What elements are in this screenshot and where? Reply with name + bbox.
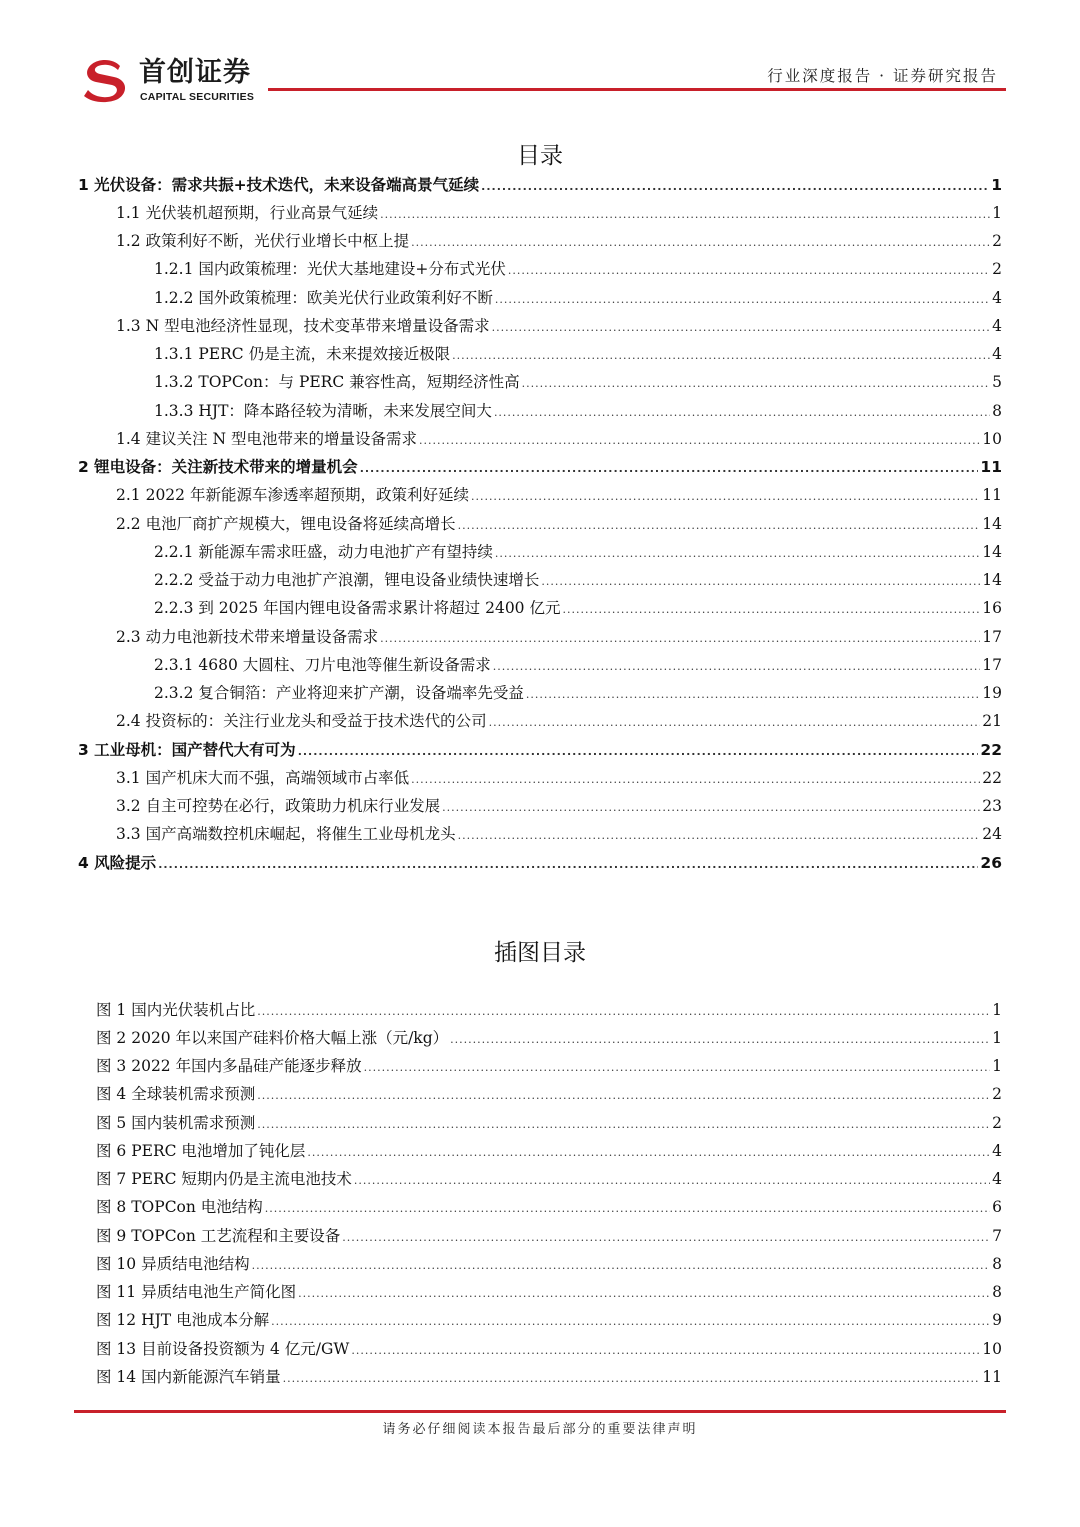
toc-entry-text: 2.2.2 受益于动力电池扩产浪潮，锂电设备业绩快速增长 xyxy=(154,571,540,589)
dot-leader xyxy=(271,1308,990,1336)
dot-leader xyxy=(265,1195,990,1223)
toc-entry[interactable] xyxy=(78,736,1002,764)
dot-leader xyxy=(442,794,980,822)
dot-leader xyxy=(257,998,990,1026)
toc-entry-page: 26 xyxy=(980,854,1002,872)
toc-entry[interactable] xyxy=(116,707,1002,735)
figure-entry-text: 图 12 HJT 电池成本分解 xyxy=(96,1311,270,1329)
toc-entry[interactable] xyxy=(116,623,1002,651)
dot-leader xyxy=(450,1026,990,1054)
figure-entry-page: 2 xyxy=(992,1114,1002,1132)
toc-entry-page: 11 xyxy=(982,486,1002,504)
figure-entry-page: 6 xyxy=(992,1198,1002,1216)
figure-entry-text: 图 11 异质结电池生产简化图 xyxy=(96,1283,297,1301)
dot-leader xyxy=(452,342,990,370)
figure-entry[interactable] xyxy=(96,1250,1002,1278)
figure-entry[interactable] xyxy=(96,1335,1002,1363)
dot-leader xyxy=(494,399,990,427)
toc-entry-page: 11 xyxy=(980,458,1002,476)
dot-leader xyxy=(489,709,981,737)
dot-leader xyxy=(360,455,979,483)
figure-list-title: 插图目录 xyxy=(494,940,586,966)
dot-leader xyxy=(380,201,990,229)
figure-entry-page: 7 xyxy=(992,1227,1002,1245)
toc-entry-page: 4 xyxy=(992,289,1002,307)
dot-leader xyxy=(298,1280,990,1308)
toc-entry-page: 17 xyxy=(982,628,1002,646)
toc-entry-text: 1.3.3 HJT：降本路径较为清晰，未来发展空间大 xyxy=(154,402,492,420)
toc-entry[interactable] xyxy=(78,453,1002,481)
toc-entry[interactable] xyxy=(154,255,1002,283)
capital-securities-logo-icon xyxy=(80,56,132,104)
toc-entry[interactable] xyxy=(154,340,1002,368)
toc-entry[interactable] xyxy=(116,227,1002,255)
toc-entry[interactable] xyxy=(116,764,1002,792)
legal-notice: 请务必仔细阅读本报告最后部分的重要法律声明 xyxy=(382,1422,698,1437)
figure-entry[interactable] xyxy=(96,1363,1002,1391)
toc-entry-page: 23 xyxy=(982,797,1002,815)
figure-entry-page: 1 xyxy=(992,1057,1002,1075)
dot-leader xyxy=(471,483,980,511)
toc-entry-page: 24 xyxy=(982,825,1002,843)
toc-entry-page: 16 xyxy=(982,599,1002,617)
toc-entry-page: 17 xyxy=(982,656,1002,674)
figure-entry-page: 8 xyxy=(992,1255,1002,1273)
toc-entry-page: 4 xyxy=(992,317,1002,335)
toc-entry-text: 2.3 动力电池新技术带来增量设备需求 xyxy=(116,628,379,646)
toc-entry-text: 1.2.2 国外政策梳理：欧美光伏行业政策利好不断 xyxy=(154,289,493,307)
toc-entry-page: 8 xyxy=(992,402,1002,420)
toc-entry[interactable] xyxy=(116,792,1002,820)
figure-entry-text: 图 3 2022 年国内多晶硅产能逐步释放 xyxy=(96,1057,362,1075)
figure-entry[interactable] xyxy=(96,1278,1002,1306)
dot-leader xyxy=(257,1111,990,1139)
logo-chinese-name: 首创证券 xyxy=(139,57,251,88)
dot-leader xyxy=(298,738,979,766)
toc-entry-text: 2.1 2022 年新能源车渗透率超预期，政策利好延续 xyxy=(116,486,469,504)
figure-entry-text: 图 4 全球装机需求预测 xyxy=(96,1085,256,1103)
toc-entry-text: 2.2.1 新能源车需求旺盛，动力电池扩产有望持续 xyxy=(154,543,493,561)
toc-entry-text: 1 光伏设备：需求共振+技术迭代，未来设备端高景气延续 xyxy=(78,176,480,194)
toc-entry-text: 1.2.1 国内政策梳理：光伏大基地建设+分布式光伏 xyxy=(154,260,506,278)
toc-entry-text: 1.3.1 PERC 仍是主流，未来提效接近极限 xyxy=(154,345,451,363)
toc-entry-text: 2.4 投资标的：关注行业龙头和受益于技术迭代的公司 xyxy=(116,712,487,730)
toc-entry-text: 2.2 电池厂商扩产规模大，锂电设备将延续高增长 xyxy=(116,515,456,533)
dot-leader xyxy=(380,625,980,653)
toc-entry[interactable] xyxy=(154,284,1002,312)
figure-entry-page: 4 xyxy=(992,1170,1002,1188)
figure-entry-text: 图 9 TOPCon 工艺流程和主要设备 xyxy=(96,1227,341,1245)
toc-entry[interactable] xyxy=(116,820,1002,848)
header-divider xyxy=(268,88,1006,91)
toc-entry-page: 5 xyxy=(992,373,1002,391)
dot-leader xyxy=(354,1167,990,1195)
toc-entry-text: 4 风险提示 xyxy=(78,854,157,872)
dot-leader xyxy=(307,1139,990,1167)
toc-entry[interactable] xyxy=(116,312,1002,340)
figure-entry[interactable] xyxy=(96,1109,1002,1137)
toc-entry-page: 1 xyxy=(991,176,1002,194)
toc-entry-text: 1.3 N 型电池经济性显现，技术变革带来增量设备需求 xyxy=(116,317,490,335)
figure-entry-text: 图 10 异质结电池结构 xyxy=(96,1255,250,1273)
toc-entry-page: 22 xyxy=(982,769,1002,787)
figure-entry[interactable] xyxy=(96,1165,1002,1193)
dot-leader xyxy=(342,1224,990,1252)
toc-entry[interactable] xyxy=(116,510,1002,538)
figure-entry[interactable] xyxy=(96,1222,1002,1250)
toc-entry[interactable] xyxy=(116,425,1002,453)
toc-entry[interactable] xyxy=(154,538,1002,566)
logo-english-name: CAPITAL SECURITIES xyxy=(140,91,255,103)
toc-entry-text: 1.3.2 TOPCon：与 PERC 兼容性高，短期经济性高 xyxy=(154,373,520,391)
dot-leader xyxy=(495,286,990,314)
footer-divider xyxy=(74,1410,1006,1413)
figure-entry-page: 2 xyxy=(992,1085,1002,1103)
dot-leader xyxy=(492,314,990,342)
figure-entry[interactable] xyxy=(96,1024,1002,1052)
toc-entry-page: 21 xyxy=(982,712,1002,730)
toc-entry-text: 3 工业母机：国产替代大有可为 xyxy=(78,741,296,759)
dot-leader xyxy=(158,851,978,879)
toc-entry[interactable] xyxy=(154,368,1002,396)
toc-entry-page: 14 xyxy=(982,515,1002,533)
toc-entry[interactable] xyxy=(154,594,1002,622)
dot-leader xyxy=(495,540,980,568)
toc-entry-text: 2.2.3 到 2025 年国内锂电设备需求累计将超过 2400 亿元 xyxy=(154,599,561,617)
figure-entry-text: 图 8 TOPCon 电池结构 xyxy=(96,1198,263,1216)
dot-leader xyxy=(252,1252,990,1280)
figure-entry-text: 图 14 国内新能源汽车销量 xyxy=(96,1368,281,1386)
figure-entry[interactable] xyxy=(96,1080,1002,1108)
figure-entry-page: 1 xyxy=(992,1029,1002,1047)
toc-entry-page: 19 xyxy=(982,684,1002,702)
toc-title: 目录 xyxy=(517,143,563,169)
toc-entry-text: 3.2 自主可控势在必行，政策助力机床行业发展 xyxy=(116,797,441,815)
toc-entry-page: 2 xyxy=(992,232,1002,250)
dot-leader xyxy=(458,822,981,850)
dot-leader xyxy=(522,370,990,398)
toc-entry-page: 4 xyxy=(992,345,1002,363)
toc-entry-text: 1.2 政策利好不断，光伏行业增长中枢上提 xyxy=(116,232,410,250)
dot-leader xyxy=(458,512,981,540)
toc-entry-text: 2.3.1 4680 大圆柱、刀片电池等催生新设备需求 xyxy=(154,656,491,674)
figure-entry-page: 9 xyxy=(992,1311,1002,1329)
dot-leader xyxy=(541,568,980,596)
toc-entry[interactable] xyxy=(116,481,1002,509)
figure-entry-text: 图 2 2020 年以来国产硅料价格大幅上涨（元/kg） xyxy=(96,1029,449,1047)
dot-leader xyxy=(257,1082,990,1110)
dot-leader xyxy=(364,1054,990,1082)
dot-leader xyxy=(562,596,980,624)
toc-entry-page: 14 xyxy=(982,543,1002,561)
figure-entry[interactable] xyxy=(96,1052,1002,1080)
toc-entry[interactable] xyxy=(154,679,1002,707)
figure-entry-page: 4 xyxy=(992,1142,1002,1160)
toc-entry[interactable] xyxy=(154,397,1002,425)
toc-entry-text: 3.3 国产高端数控机床崛起，将催生工业母机龙头 xyxy=(116,825,456,843)
figure-entry-page: 8 xyxy=(992,1283,1002,1301)
toc-entry-text: 2.3.2 复合铜箔：产业将迎来扩产潮，设备端率先受益 xyxy=(154,684,524,702)
dot-leader xyxy=(481,173,989,201)
dot-leader xyxy=(526,681,980,709)
figure-entry-text: 图 6 PERC 电池增加了钝化层 xyxy=(96,1142,306,1160)
figure-entry-page: 1 xyxy=(992,1001,1002,1019)
dot-leader xyxy=(351,1337,980,1365)
dot-leader xyxy=(419,427,980,455)
figure-entry[interactable] xyxy=(96,1193,1002,1221)
figure-entry-page: 11 xyxy=(982,1368,1002,1386)
report-type-tag: 行业深度报告 · 证券研究报告 xyxy=(767,67,998,85)
dot-leader xyxy=(508,257,990,285)
toc-entry[interactable] xyxy=(154,566,1002,594)
page-header xyxy=(0,0,1080,110)
figure-entry-text: 图 13 目前设备投资额为 4 亿元/GW xyxy=(96,1340,350,1358)
dot-leader xyxy=(283,1365,981,1393)
toc-entry-page: 1 xyxy=(992,204,1002,222)
toc-entry-text: 3.1 国产机床大而不强，高端领域市占率低 xyxy=(116,769,410,787)
figure-entry-text: 图 5 国内装机需求预测 xyxy=(96,1114,256,1132)
figure-entry[interactable] xyxy=(96,996,1002,1024)
toc-entry[interactable] xyxy=(78,849,1002,877)
dot-leader xyxy=(411,766,980,794)
toc-entry-page: 10 xyxy=(982,430,1002,448)
figure-entry-text: 图 7 PERC 短期内仍是主流电池技术 xyxy=(96,1170,352,1188)
figure-entry-text: 图 1 国内光伏装机占比 xyxy=(96,1001,256,1019)
toc-entry[interactable] xyxy=(116,199,1002,227)
toc-entry-text: 2 锂电设备：关注新技术带来的增量机会 xyxy=(78,458,358,476)
figure-entry[interactable] xyxy=(96,1306,1002,1334)
toc-entry-page: 22 xyxy=(980,741,1002,759)
dot-leader xyxy=(493,653,981,681)
toc-entry-text: 1.1 光伏装机超预期，行业高景气延续 xyxy=(116,204,379,222)
figure-entry-page: 10 xyxy=(982,1340,1002,1358)
dot-leader xyxy=(411,229,990,257)
toc-entry-page: 14 xyxy=(982,571,1002,589)
toc-entry[interactable] xyxy=(154,651,1002,679)
toc-entry-page: 2 xyxy=(992,260,1002,278)
toc-entry-text: 1.4 建议关注 N 型电池带来的增量设备需求 xyxy=(116,430,417,448)
figure-entry[interactable] xyxy=(96,1137,1002,1165)
toc-entry[interactable] xyxy=(78,171,1002,199)
